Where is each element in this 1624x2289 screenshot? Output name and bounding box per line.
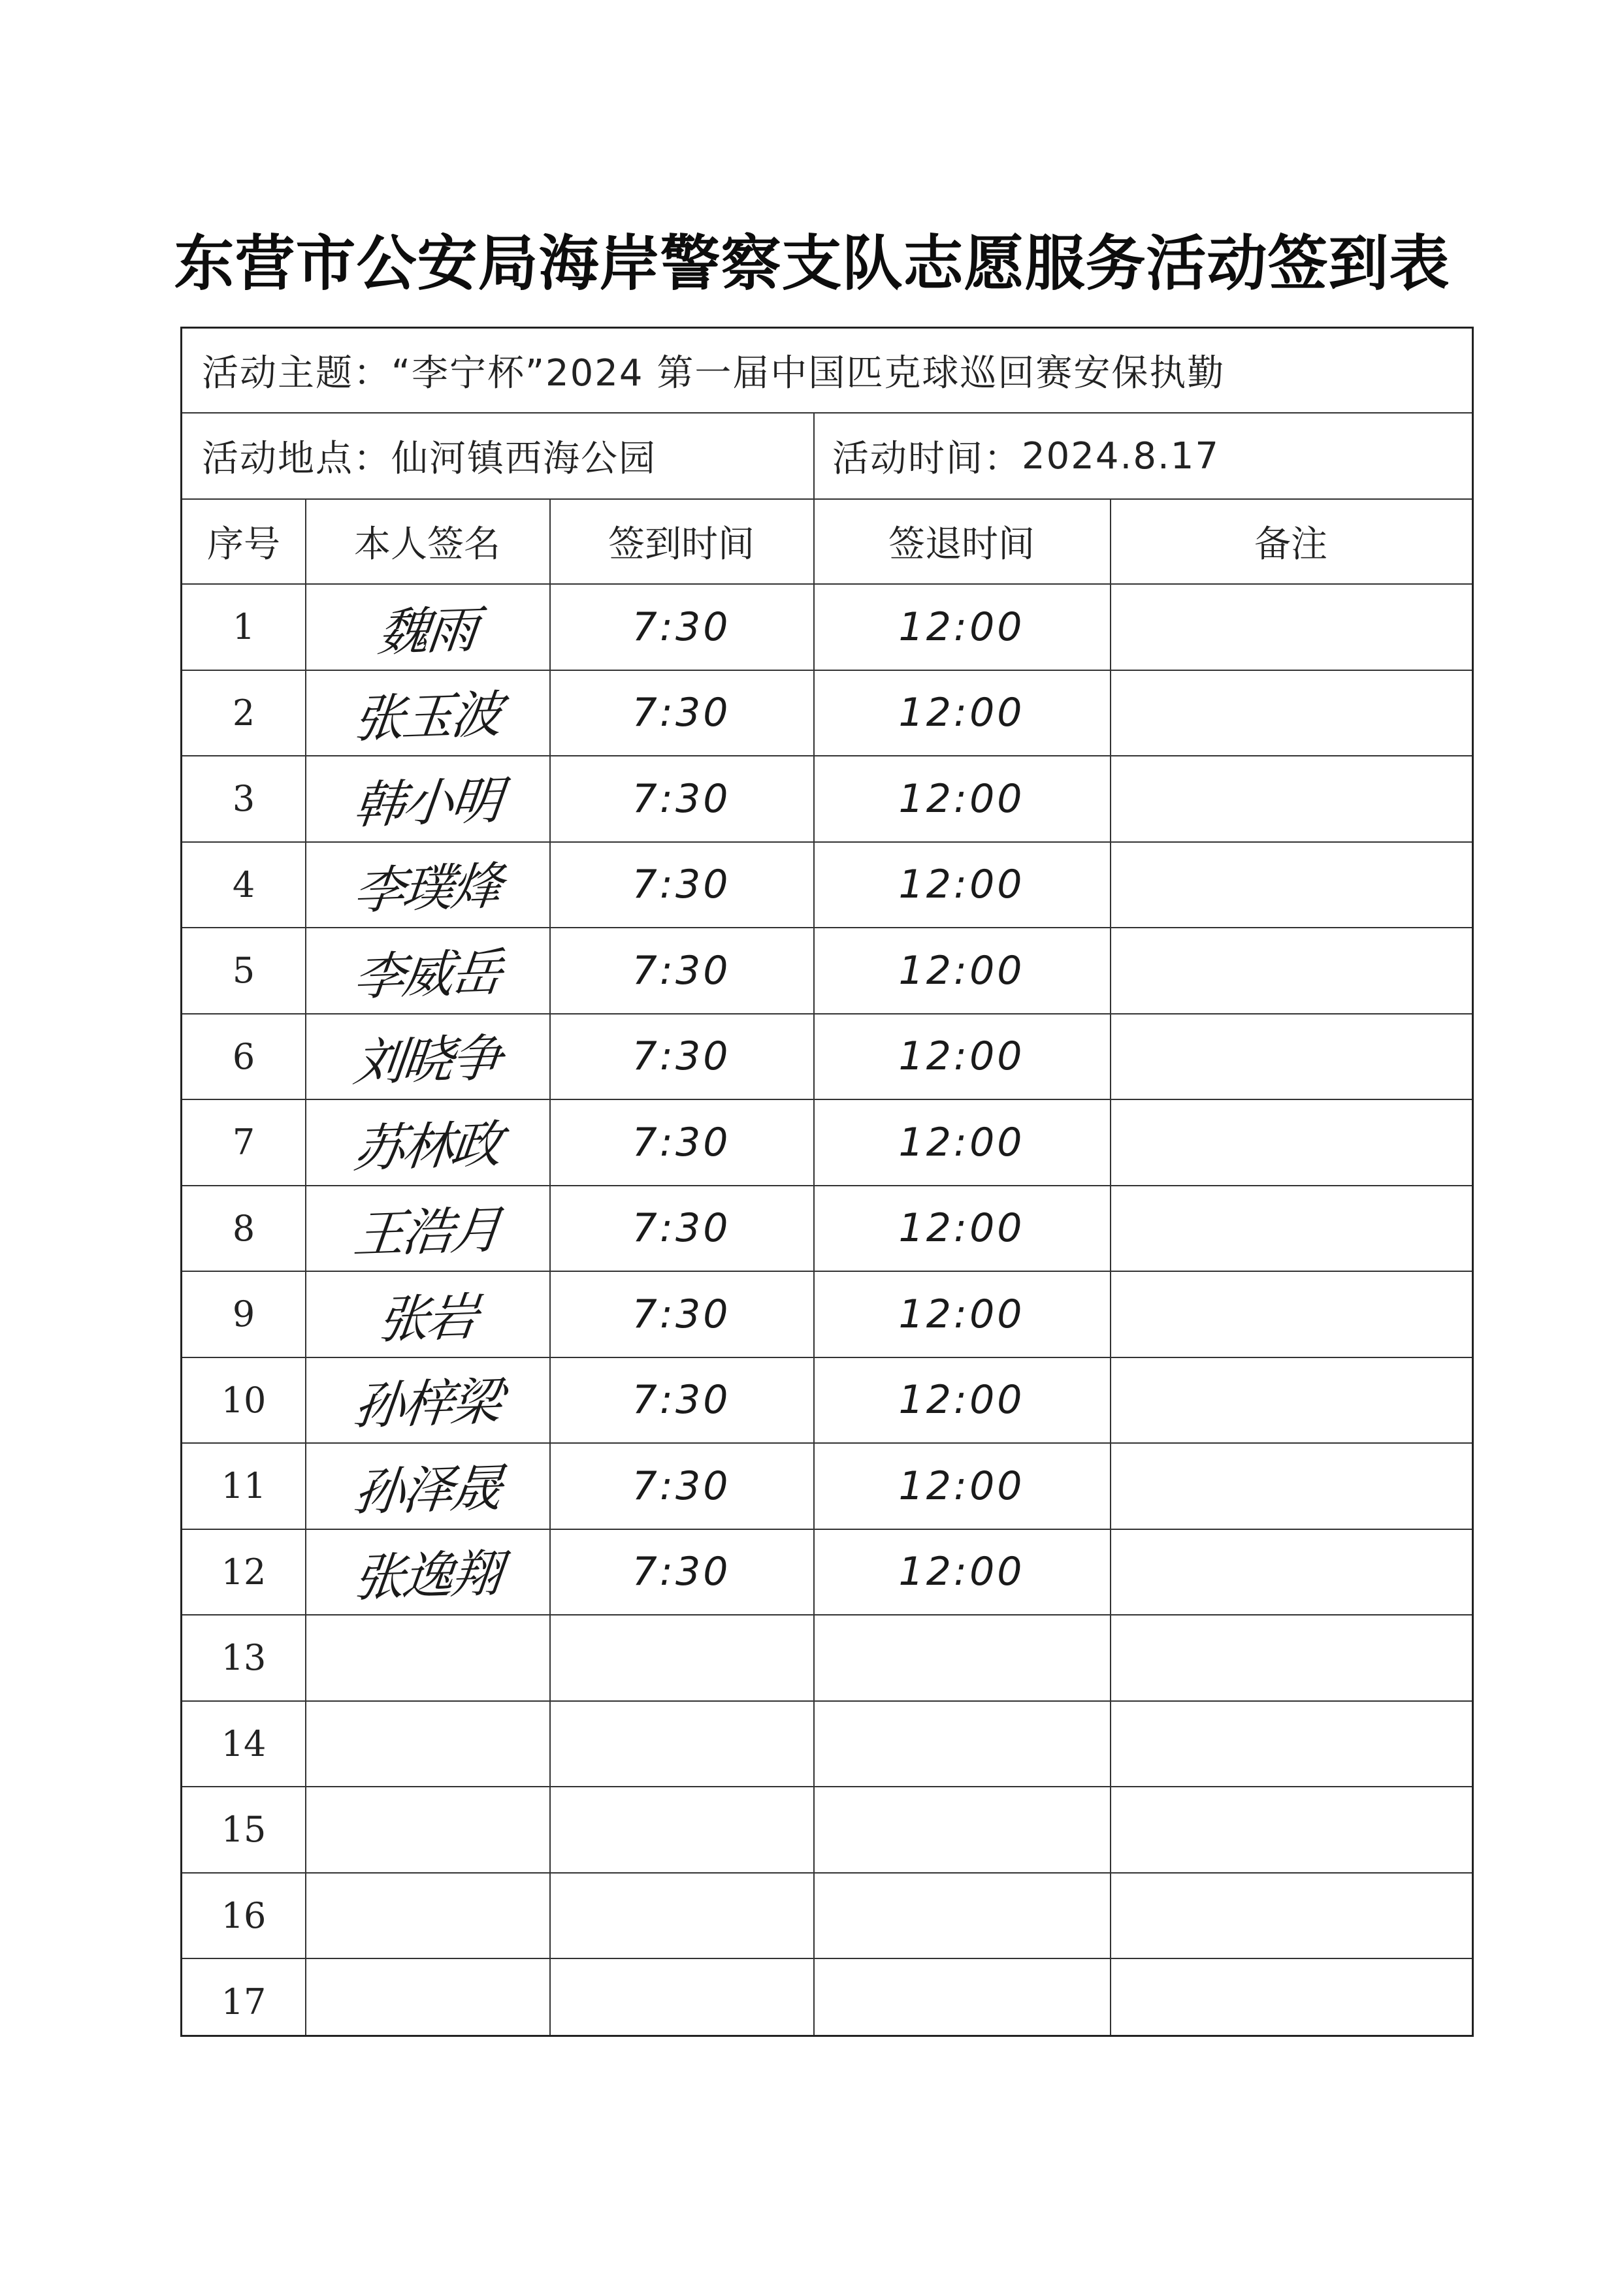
header-name: 本人签名 [354,523,500,566]
table-row [182,843,1472,929]
signature: 李璞烽 [351,857,503,922]
note-cell [1110,1272,1472,1357]
checkin-time: 7:30 [632,690,731,736]
location-divider [813,414,815,498]
row-number-cell [182,1015,305,1099]
checkout-time: 12:00 [898,862,1025,908]
row-number-cell [182,1702,305,1787]
table-row [182,1615,1472,1702]
sign-in-table [180,327,1474,2037]
checkin-time-cell [549,671,813,756]
checkin-time-cell [549,1874,813,1958]
checkout-time-cell [813,585,1110,670]
checkin-time-cell [549,928,813,1013]
checkout-time: 12:00 [898,604,1025,650]
row-number: 2 [232,692,255,734]
signature-cell [305,1615,549,1700]
row-number: 17 [221,1981,267,2023]
note-cell [1110,1787,1472,1872]
checkout-time: 12:00 [898,947,1025,994]
table-row [182,1702,1472,1788]
note-cell [1110,1015,1472,1099]
checkout-time: 12:00 [898,1549,1025,1595]
checkin-time: 7:30 [632,1463,731,1509]
table-row [182,928,1472,1015]
checkout-time: 12:00 [898,775,1025,822]
row-number: 3 [232,778,255,820]
table-row [182,1787,1472,1874]
checkout-time-cell [813,1358,1110,1443]
signature: 刘晓争 [351,1029,503,1094]
checkin-time: 7:30 [632,604,731,650]
theme-row [182,329,1472,414]
signature-cell [305,1186,549,1271]
col-line-1 [305,500,306,2035]
checkin-time-cell [549,1015,813,1099]
row-number-cell [182,1358,305,1443]
checkout-time-cell [813,1272,1110,1357]
row-number: 5 [232,950,255,992]
signature: 张岩 [375,1288,479,1350]
signature-cell [305,1530,549,1615]
note-cell [1110,1702,1472,1787]
table-row [182,585,1472,671]
checkin-time-cell [549,1186,813,1271]
row-number-cell [182,1272,305,1357]
table-row [182,1186,1472,1273]
table-row [182,1530,1472,1616]
checkin-time-cell [549,1615,813,1700]
col-line-2 [549,500,551,2035]
table-row [182,1444,1472,1530]
signature-cell [305,1959,549,2045]
checkout-time-cell [813,1530,1110,1615]
page-title: 东营市公安局海岸警察支队志愿服务活动签到表 [174,228,1450,299]
row-number-cell [182,1186,305,1271]
signature-cell [305,928,549,1013]
location-time-row [182,414,1472,500]
table-row [182,756,1472,843]
checkout-time-cell [813,756,1110,841]
checkout-time-cell [813,1015,1110,1099]
location-value: 仙河镇西海公园 [391,438,657,480]
checkin-time: 7:30 [632,1119,731,1165]
note-cell [1110,1874,1472,1958]
checkin-time-cell [549,1444,813,1529]
row-number-cell [182,843,305,928]
checkout-time-cell [813,1787,1110,1872]
row-number-cell [182,756,305,841]
note-cell [1110,1615,1472,1700]
checkin-time: 7:30 [632,862,731,908]
signature-cell [305,671,549,756]
row-number: 6 [232,1035,255,1077]
checkin-time: 7:30 [632,947,731,994]
note-cell [1110,1100,1472,1185]
row-number-cell [182,1874,305,1958]
row-number: 4 [232,864,255,905]
row-number-cell [182,1444,305,1529]
signature: 孙泽晟 [351,1458,503,1523]
signature-cell [305,1874,549,1958]
checkin-time-cell [549,1530,813,1615]
checkout-time-cell [813,1444,1110,1529]
row-number: 8 [232,1207,255,1249]
row-number-cell [182,1959,305,2045]
checkout-time-cell [813,843,1110,928]
header-checkin: 签到时间 [608,523,755,566]
checkin-time: 7:30 [632,1549,731,1595]
signature-cell [305,843,549,928]
signature-cell [305,1272,549,1357]
table-row [182,671,1472,757]
row-number: 11 [221,1465,267,1507]
checkout-time-cell [813,1702,1110,1787]
checkin-time-cell [549,1702,813,1787]
row-number: 7 [232,1122,255,1163]
note-cell [1110,928,1472,1013]
location-text [202,414,657,498]
checkout-time-cell [813,1100,1110,1185]
row-number: 14 [221,1723,267,1764]
row-number: 16 [221,1894,267,1936]
time-label: 活动时间： [832,438,1022,480]
table-row [182,1015,1472,1101]
time-value: 2024.8.17 [1022,434,1220,478]
header-note: 备注 [1254,523,1327,566]
signature: 王浩月 [351,1201,503,1265]
checkin-time-cell [549,585,813,670]
signature-cell [305,1015,549,1099]
row-number-cell [182,928,305,1013]
checkin-time-cell [549,843,813,928]
checkout-time: 12:00 [898,690,1025,736]
checkin-time-cell [549,1272,813,1357]
checkout-time: 12:00 [898,1377,1025,1423]
row-number: 1 [232,606,255,648]
checkin-time: 7:30 [632,1205,731,1252]
signature: 韩小明 [351,771,503,836]
theme-text [202,329,1225,412]
checkout-time-cell [813,928,1110,1013]
location-label: 活动地点： [202,438,391,480]
checkout-time-cell [813,1959,1110,2045]
checkout-time: 12:00 [898,1291,1025,1337]
checkout-time: 12:00 [898,1119,1025,1165]
note-cell [1110,1186,1472,1271]
row-number-cell [182,671,305,756]
checkout-time: 12:00 [898,1205,1025,1252]
checkin-time: 7:30 [632,1291,731,1337]
checkin-time-cell [549,1787,813,1872]
signature-cell [305,1787,549,1872]
checkin-time: 7:30 [632,1377,731,1423]
table-row [182,1100,1472,1186]
note-cell [1110,1358,1472,1443]
row-number: 12 [221,1551,267,1593]
header-checkout: 签退时间 [888,523,1035,566]
signature-cell [305,1358,549,1443]
checkout-time: 12:00 [898,1033,1025,1080]
row-number-cell [182,1787,305,1872]
row-number: 13 [221,1637,267,1679]
signature: 张逸翔 [351,1544,503,1609]
theme-label: 活动主题： [202,352,391,395]
signature: 李威岳 [351,943,503,1007]
signature: 张玉波 [351,685,503,750]
table-header [182,500,1472,585]
row-number-cell [182,585,305,670]
signature-cell [305,756,549,841]
checkin-time: 7:30 [632,775,731,822]
table-row [182,1874,1472,1960]
signature-cell [305,1702,549,1787]
row-number-cell [182,1615,305,1700]
row-number: 10 [221,1379,267,1421]
checkout-time-cell [813,1615,1110,1700]
note-cell [1110,843,1472,928]
table-row [182,1272,1472,1358]
signature-cell [305,585,549,670]
row-number-cell [182,1530,305,1615]
checkout-time-cell [813,1186,1110,1271]
header-no: 序号 [207,523,280,566]
signature: 苏林政 [351,1114,503,1179]
checkin-time-cell [549,1100,813,1185]
row-number-cell [182,1100,305,1185]
col-line-3 [813,500,815,2035]
row-number: 15 [221,1809,267,1851]
note-cell [1110,671,1472,756]
note-cell [1110,1444,1472,1529]
time-text [832,414,1220,498]
col-line-4 [1110,500,1111,2035]
checkout-time-cell [813,1874,1110,1958]
checkin-time-cell [549,1959,813,2045]
signature-cell [305,1444,549,1529]
signature-cell [305,1100,549,1185]
theme-value: “李宁杯”2024 第一届中国匹克球巡回赛安保执勤 [391,352,1226,395]
checkin-time: 7:30 [632,1033,731,1080]
note-cell [1110,1530,1472,1615]
checkout-time: 12:00 [898,1463,1025,1509]
checkin-time-cell [549,1358,813,1443]
note-cell [1110,585,1472,670]
checkin-time-cell [549,756,813,841]
note-cell [1110,1959,1472,2045]
signature: 魏雨 [375,600,479,663]
table-row [182,1358,1472,1444]
note-cell [1110,756,1472,841]
checkout-time-cell [813,671,1110,756]
row-number: 9 [232,1293,255,1335]
table-row [182,1959,1472,2045]
signature: 孙梓梁 [351,1372,503,1437]
